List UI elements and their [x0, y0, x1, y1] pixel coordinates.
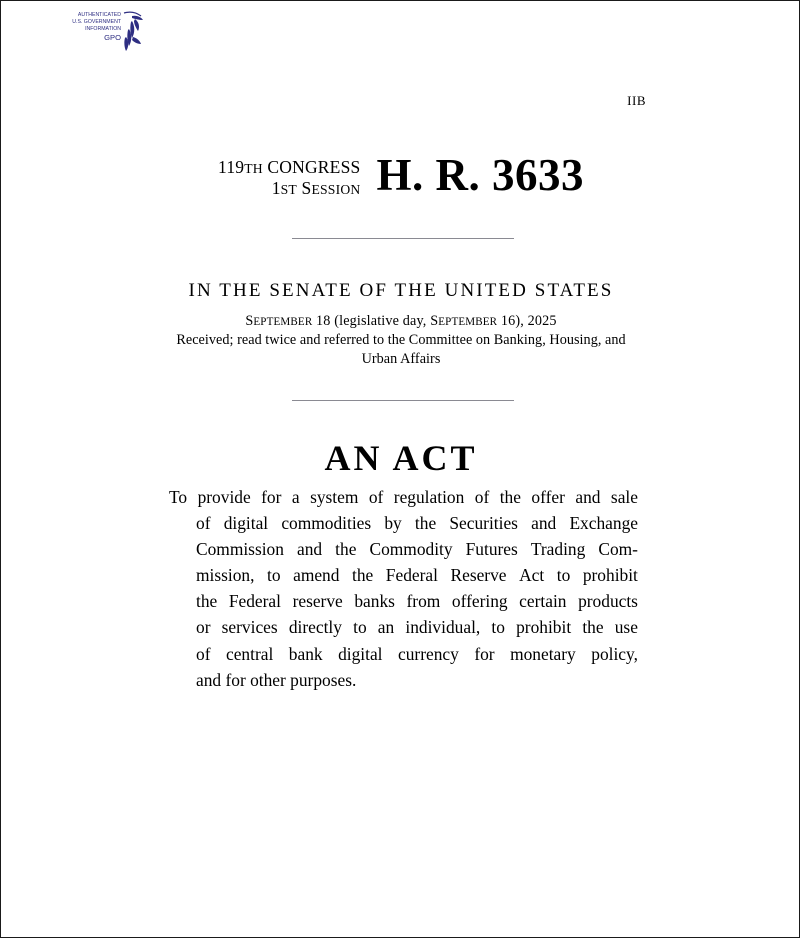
congress-session-block: [218, 153, 376, 198]
long-title-word: the: [352, 565, 374, 586]
long-title-word: central: [225, 643, 274, 664]
congress-number: 119: [218, 157, 245, 177]
long-title-word: directly: [288, 617, 342, 638]
long-title-word: to: [491, 617, 505, 638]
act-title: AN ACT: [324, 438, 478, 478]
bill-header: [1, 150, 800, 200]
long-title-word: the: [582, 617, 604, 638]
session-word-cap: S: [301, 177, 312, 198]
long-title-word: Federal: [385, 565, 438, 586]
long-title-word: sale: [610, 487, 638, 507]
long-title-line: and for other purposes.: [196, 669, 357, 690]
long-title-line: [169, 641, 638, 667]
calendar-designation: IIB: [627, 93, 646, 108]
session-number: 1: [271, 177, 281, 198]
long-title-word: Com-: [598, 539, 638, 560]
long-title-word: Futures: [465, 539, 518, 560]
session-line: [218, 178, 360, 199]
congress-word: CONGRESS: [262, 157, 361, 177]
divider-rule-bottom: [292, 400, 514, 401]
long-title-word: individual,: [405, 617, 481, 638]
long-title-word: the: [414, 513, 437, 534]
long-title-word: Securities: [449, 513, 518, 534]
seal-text-government: U.S. GOVERNMENT: [72, 19, 121, 25]
long-title-word: to: [556, 565, 571, 586]
long-title-word: use: [614, 617, 638, 638]
long-title-word: To: [169, 487, 188, 507]
long-title-word: offer: [531, 487, 565, 507]
date-month-cap: S: [245, 313, 254, 329]
long-title-word: Commodity: [369, 539, 453, 560]
session-word-rest: ESSION: [311, 181, 361, 197]
date-day: 18 (legislative day,: [312, 313, 431, 329]
long-title-line: [169, 588, 638, 614]
long-title-word: bank: [288, 643, 323, 664]
long-title-line: [169, 562, 638, 588]
gpo-authentication-seal: [69, 7, 155, 53]
long-title-word: or: [196, 617, 211, 638]
long-title-word: mission,: [196, 565, 255, 586]
long-title-word: from: [406, 591, 441, 612]
long-title-word: a: [291, 487, 300, 507]
date-tail: 16), 2025: [497, 313, 557, 329]
long-title-word: for: [261, 487, 282, 507]
long-title-word: Reserve: [450, 565, 507, 586]
gpo-seal-graphic: [69, 7, 155, 53]
long-title-line: [169, 614, 638, 640]
long-title-word: for: [474, 643, 495, 664]
long-title-word: provide: [197, 487, 251, 507]
long-title-word: prohibit: [516, 617, 572, 638]
long-title-word: to: [267, 565, 281, 586]
long-title-word: prohibit: [582, 565, 638, 586]
long-title-word: Trading: [530, 539, 586, 560]
long-title-word: Act: [519, 565, 545, 586]
divider-rule-top: [292, 238, 514, 239]
long-title-word: the: [196, 591, 218, 612]
long-title-word: Federal: [228, 591, 281, 612]
long-title-word: of: [474, 487, 490, 507]
eagle-icon: [124, 12, 143, 51]
long-title-word: digital: [338, 643, 383, 664]
referral-line-1: Received; read twice and referred to the Committee on Banking, Housing, and: [176, 331, 626, 348]
long-title-word: currency: [398, 643, 459, 664]
congress-line: [218, 157, 360, 178]
long-title-word: and: [531, 513, 557, 534]
long-title-word: the: [335, 539, 357, 560]
long-title-word: Commission: [196, 539, 284, 560]
long-title-word: digital: [223, 513, 269, 534]
referral-line-2: Urban Affairs: [361, 350, 441, 367]
long-title-word: products: [578, 591, 638, 612]
long-title-word: certain: [519, 591, 567, 612]
long-title-line: [169, 484, 638, 510]
long-title-word: amend: [293, 565, 340, 586]
long-title-word: and: [297, 539, 323, 560]
date-month-rest: EPTEMBER: [253, 316, 313, 328]
long-title-paragraph: [169, 484, 638, 693]
long-title-word: to: [353, 617, 367, 638]
long-title-word: monetary: [510, 643, 576, 664]
long-title-word: policy,: [591, 643, 638, 664]
long-title-line: [169, 536, 638, 562]
long-title-word: the: [499, 487, 521, 507]
long-title-word: of: [196, 513, 211, 534]
action-date-line: [156, 312, 646, 331]
long-title-word: commodities: [281, 513, 372, 534]
long-title-word: banks: [354, 591, 395, 612]
long-title-word: of: [368, 487, 384, 507]
long-title-word: services: [221, 617, 278, 638]
long-title-word: regulation: [393, 487, 465, 507]
session-ordinal-suffix: ST: [280, 181, 297, 197]
long-title-word: reserve: [292, 591, 343, 612]
long-title-word: system: [310, 487, 359, 507]
long-title-word: offering: [451, 591, 508, 612]
seal-text-gpo: GPO: [104, 33, 121, 42]
date-month2-cap: S: [430, 313, 439, 329]
date-month2-rest: EPTEMBER: [438, 316, 498, 328]
bill-number: H. R. 3633: [376, 150, 584, 200]
seal-text-information: INFORMATION: [85, 26, 121, 32]
long-title-word: and: [575, 487, 601, 507]
long-title-word: an: [377, 617, 395, 638]
long-title-word: by: [384, 513, 402, 534]
long-title-line: [169, 510, 638, 536]
congress-ordinal-suffix: TH: [244, 161, 263, 176]
long-title-word: Exchange: [569, 513, 638, 534]
long-title-word: of: [196, 643, 211, 664]
seal-text-authenticated: AUTHENTICATED: [77, 12, 121, 18]
chamber-line: IN THE SENATE OF THE UNITED STATES: [188, 280, 614, 301]
action-block: [156, 312, 646, 369]
